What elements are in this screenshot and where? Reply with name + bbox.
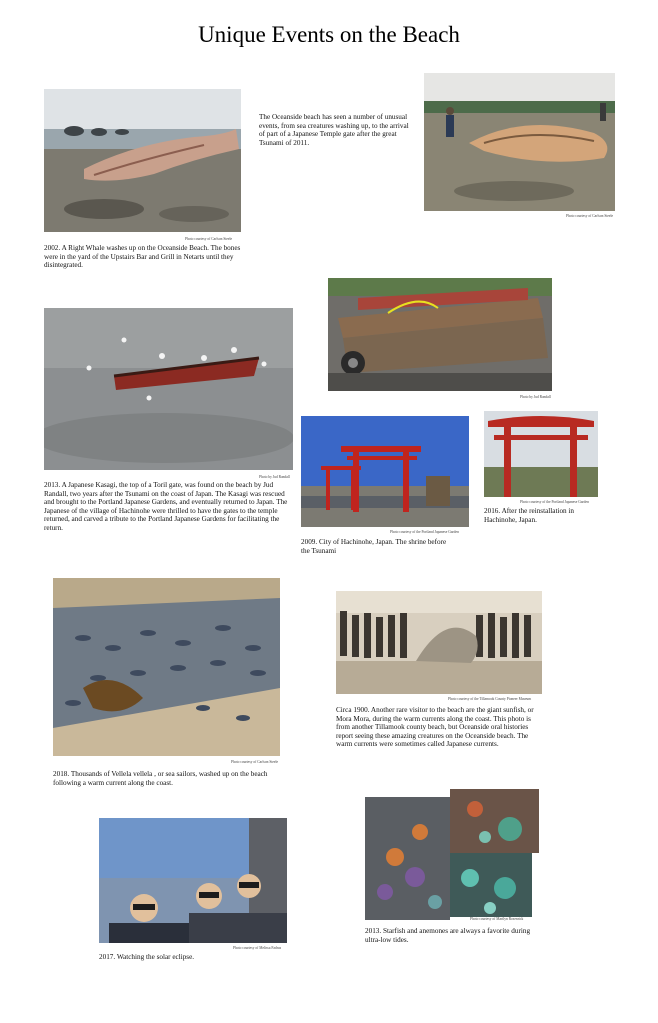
photo-credit: Photo courtesy of Carlson Steele [185, 237, 233, 241]
photo-credit: Photo courtesy of the Tillamook County Pioneer Museum [448, 697, 532, 701]
starfish-photo [365, 797, 450, 920]
photo-credit: Photo by Jud Randall [259, 475, 290, 479]
caption-sunfish: Circa 1900. Another rare visitor to the beach are the giant sunfish, or Mora Mora, during the warm currents along the coast. This photo is from another Tillamook county beach, but Oceanside oral histories report seeing these amazing creatures on the Oceanside beach. The warm currents were sometimes called Japanese currents. [336, 706, 534, 749]
sunfish-photo [336, 591, 542, 694]
torii-photo [484, 411, 598, 497]
vellela-photo [53, 578, 280, 756]
anemone-photo-bottom [450, 853, 532, 917]
photo-credit: Photo courtesy of Carlson Steele [231, 760, 279, 764]
anemone-photo-top [450, 789, 539, 853]
photo-credit: Photo courtesy of Marilyn Rosenrick [470, 917, 524, 921]
photo-credit: Photo courtesy of the Portland Japanese Garden [520, 500, 589, 504]
caption-vellela: 2018. Thousands of Vellela vellela , or sea sailors, washed up on the beach following a warm current along the coast. [53, 770, 268, 787]
intro-text: The Oceanside beach has seen a number of unusual events, from sea creatures washing up, to the arrival of part of a Japanese Temple gate after the great Tsunami of 2011. [259, 113, 409, 147]
whale-photo-left [44, 89, 241, 232]
caption-kasagi: 2013. A Japanese Kasagi, the top of a Toril gate, was found on the beach by Jud Randall, two years after the Tsunami on the coast of Japan. The Kasagi was rescued and brought to the Portland Japanese Gardens, and eventually returned to Japan. The Japanese of the village of Hachinohe were thrilled to have the gates to the temple returned, and carved a tribute to the Portland Japanese Gardens for facilitating the return. [44, 481, 288, 532]
caption-shrine: 2009. City of Hachinohe, Japan. The shrine before the Tsunami [301, 538, 447, 555]
photo-credit: Photo courtesy of Carlson Steele [566, 214, 614, 218]
caption-eclipse: 2017. Watching the solar eclipse. [99, 953, 195, 961]
whale-photo-right [424, 73, 615, 211]
shrine-photo [301, 416, 469, 527]
kasagi-trailer-photo [328, 278, 552, 391]
caption-starfish: 2013. Starfish and anemones are always a favorite during ultra-low tides. [365, 927, 531, 944]
eclipse-photo [99, 818, 287, 943]
kasagi-beach-photo [44, 308, 293, 470]
page-title: Unique Events on the Beach [198, 22, 460, 47]
photo-credit: Photo courtesy of Melissa Fadrus [233, 946, 282, 950]
photo-credit: Photo by Jud Randall [520, 395, 551, 399]
photo-credit: Photo courtesy of the Portland Japanese Garden [390, 530, 459, 534]
caption-torii: 2016. After the reinstallation in Hachinohe, Japan. [484, 507, 575, 524]
caption-whale: 2002. A Right Whale washes up on the Oceanside Beach. The bones were in the yard of the Upstairs Bar and Grill in Netarts until they disintegrated. [44, 244, 241, 270]
